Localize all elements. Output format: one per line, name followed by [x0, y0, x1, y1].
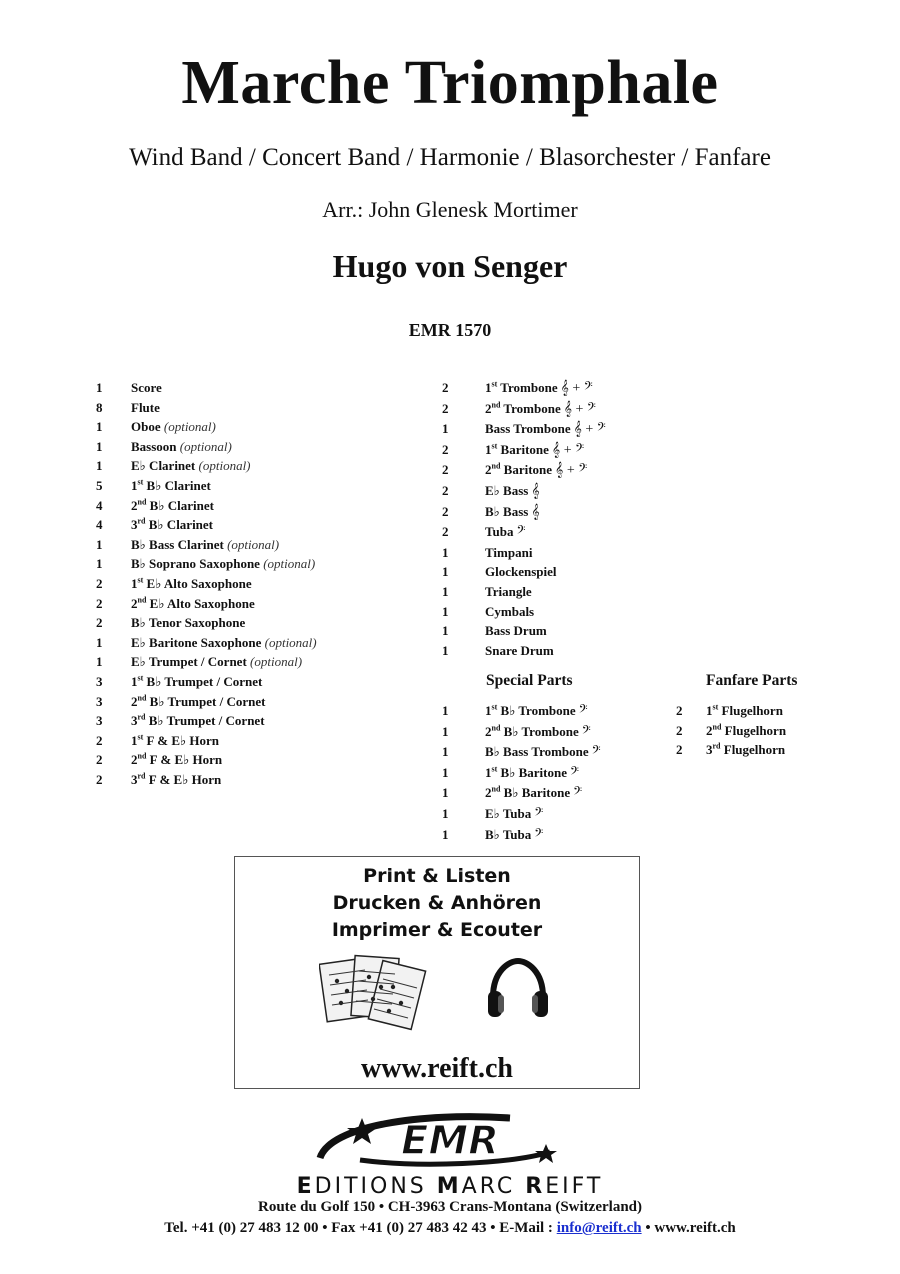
part-row [96, 437, 317, 457]
optional-note: (optional) [227, 536, 280, 552]
part-instrument: Cymbals [485, 603, 535, 619]
ensemble-subtitle: Wind Band / Concert Band / Harmonie / Blasorchester / Fanfare [129, 144, 771, 171]
part-quantity: 1 [96, 419, 103, 435]
part-instrument: B♭ Trombone [503, 723, 579, 739]
part-ordinal-suffix: nd [491, 723, 501, 733]
part-ordinal: 1 [485, 380, 492, 395]
part-instrument: B♭ Tenor Saxophone [131, 615, 246, 631]
part-quantity: 1 [442, 623, 449, 639]
part-row [676, 701, 786, 721]
publisher-part-3: EIFT [545, 1174, 604, 1199]
part-row [442, 419, 606, 440]
part-ordinal-suffix: st [137, 673, 144, 683]
part-ordinal-suffix: st [137, 575, 144, 585]
clef-icon: 𝄢 [569, 765, 579, 781]
clef-icon: 𝄞 [531, 483, 540, 499]
publisher-initial-e: E [296, 1174, 315, 1199]
part-instrument: B♭ Baritone [500, 764, 567, 780]
clef-icon: 𝄞 + 𝄢 [551, 442, 585, 458]
part-row [96, 456, 317, 476]
part-instrument: B♭ Clarinet [149, 497, 214, 513]
part-instrument: Flugelhorn [724, 722, 787, 738]
part-row [442, 481, 606, 502]
part-row [96, 378, 317, 398]
part-quantity: 1 [96, 654, 103, 670]
part-instrument: Trombone [503, 400, 561, 416]
part-instrument: Baritone [503, 462, 553, 478]
part-name [485, 722, 591, 743]
part-row [442, 522, 606, 543]
part-row [96, 692, 317, 712]
part-row [442, 701, 601, 722]
part-quantity: 1 [442, 826, 449, 842]
part-row [96, 633, 317, 653]
logo-text: EMR [401, 1118, 499, 1164]
part-quantity: 1 [442, 642, 449, 658]
optional-note: (optional) [198, 458, 251, 474]
part-quantity: 1 [96, 536, 103, 552]
part-quantity: 2 [676, 703, 683, 718]
part-instrument: B♭ Tuba [485, 826, 532, 842]
part-ordinal: 1 [131, 477, 138, 493]
special-parts-heading: Special Parts [486, 672, 573, 689]
part-name [485, 378, 593, 399]
publisher-part-2: ARC [461, 1174, 526, 1199]
part-row [442, 825, 601, 846]
part-quantity: 1 [442, 723, 449, 739]
part-instrument: Score [131, 380, 162, 395]
catalog-number: EMR 1570 [408, 320, 492, 340]
part-instrument: Bass Trombone [485, 421, 571, 437]
part-quantity: 2 [442, 400, 449, 416]
part-quantity: 2 [96, 771, 103, 787]
email-link[interactable]: info@reift.ch [556, 1220, 642, 1236]
clef-icon: 𝄢 [578, 704, 588, 719]
part-ordinal: 2 [131, 595, 138, 611]
part-row [96, 750, 317, 770]
part-name [485, 825, 543, 846]
part-instrument: E♭ Alto Saxophone [149, 595, 255, 611]
part-instrument: E♭ Alto Saxophone [146, 575, 252, 591]
part-name [485, 602, 534, 622]
part-ordinal: 2 [706, 722, 713, 738]
part-instrument: B♭ Soprano Saxophone [131, 556, 260, 572]
part-ordinal-suffix: st [491, 379, 498, 389]
part-instrument: E♭ Baritone Saxophone [131, 634, 262, 650]
part-row [442, 582, 606, 602]
part-name [131, 672, 262, 692]
part-row [442, 399, 606, 420]
part-name [485, 399, 596, 420]
part-name [131, 398, 160, 418]
part-name [706, 721, 786, 741]
part-ordinal-suffix: nd [137, 693, 147, 703]
part-row [442, 742, 601, 763]
part-quantity: 2 [96, 595, 103, 611]
contact-website: • www.reift.ch [641, 1220, 736, 1236]
part-quantity: 1 [442, 421, 449, 437]
promo-line-english: Print & Listen [363, 865, 511, 887]
part-quantity: 2 [676, 722, 683, 738]
part-row [96, 672, 317, 692]
part-instrument: E♭ Tuba [485, 805, 532, 821]
part-instrument: Trombone [500, 380, 558, 395]
part-name [131, 750, 222, 770]
clef-icon: 𝄞 + 𝄢 [555, 463, 588, 479]
website-url[interactable]: www.reift.ch [361, 1053, 513, 1084]
part-ordinal: 1 [131, 673, 138, 689]
part-quantity: 8 [96, 399, 103, 415]
optional-note: (optional) [179, 438, 232, 454]
part-name [131, 574, 252, 594]
part-name [131, 770, 221, 790]
publisher-part-1: DITIONS [314, 1174, 437, 1199]
part-ordinal-suffix: rd [712, 741, 721, 751]
part-quantity: 3 [96, 713, 103, 729]
part-row [442, 543, 606, 563]
part-row [442, 641, 606, 661]
score-title: Marche Triomphale [181, 49, 719, 117]
part-quantity: 2 [96, 575, 103, 591]
part-ordinal: 1 [706, 703, 713, 718]
print-listen-box [234, 856, 640, 1089]
part-name [485, 502, 540, 523]
part-name [131, 456, 251, 476]
part-ordinal: 2 [131, 497, 138, 513]
part-quantity: 2 [442, 503, 449, 519]
part-instrument: E♭ Trumpet / Cornet [131, 654, 247, 670]
part-ordinal-suffix: st [712, 702, 719, 712]
part-quantity: 1 [96, 380, 103, 395]
part-quantity: 2 [96, 615, 103, 631]
part-row [442, 621, 606, 641]
part-name [131, 476, 211, 496]
part-ordinal-suffix: nd [712, 722, 722, 732]
part-name [131, 437, 232, 457]
part-ordinal-suffix: nd [491, 400, 501, 410]
part-row [96, 594, 317, 614]
part-row [96, 574, 317, 594]
part-ordinal: 1 [485, 441, 492, 457]
part-ordinal: 2 [485, 785, 492, 801]
part-row [676, 721, 786, 741]
part-quantity: 2 [442, 441, 449, 457]
part-name [485, 783, 582, 804]
part-name [131, 496, 214, 516]
part-quantity: 1 [442, 764, 449, 780]
clef-icon: 𝄞 + 𝄢 [560, 381, 593, 396]
part-name [485, 804, 543, 825]
part-ordinal-suffix: nd [137, 497, 147, 507]
part-quantity: 2 [442, 524, 449, 540]
sheet-music-icon [319, 953, 429, 1033]
part-name [131, 554, 315, 574]
part-quantity: 1 [96, 438, 103, 454]
part-ordinal: 1 [131, 732, 138, 748]
clef-icon: 𝄞 [531, 504, 540, 520]
part-quantity: 2 [96, 732, 103, 748]
part-name [706, 701, 783, 721]
part-quantity: 1 [442, 703, 449, 718]
part-quantity: 1 [442, 744, 449, 760]
part-row [96, 398, 317, 418]
part-ordinal-suffix: st [491, 441, 498, 451]
part-ordinal-suffix: rd [137, 712, 146, 722]
composer-name: Hugo von Senger [332, 248, 568, 284]
publisher-address: Route du Golf 150 • CH-3963 Crans-Montana (Switzerland) [258, 1199, 642, 1215]
part-ordinal: 2 [485, 462, 492, 478]
part-row [96, 652, 317, 672]
part-row [442, 804, 601, 825]
clef-icon: 𝄞 + 𝄢 [573, 422, 606, 438]
part-quantity: 2 [676, 742, 683, 758]
part-ordinal-suffix: nd [137, 595, 147, 605]
part-name [485, 543, 532, 563]
part-ordinal: 1 [131, 575, 138, 591]
part-row [96, 554, 317, 574]
part-name [131, 652, 302, 672]
part-name [485, 440, 584, 461]
part-ordinal-suffix: nd [491, 785, 501, 795]
part-quantity: 2 [442, 462, 449, 478]
part-ordinal: 3 [131, 771, 138, 787]
part-quantity: 1 [442, 805, 449, 821]
part-quantity: 5 [96, 477, 103, 493]
part-quantity: 4 [96, 497, 103, 513]
optional-note: (optional) [264, 634, 317, 650]
part-instrument: B♭ Trumpet / Cornet [149, 693, 266, 709]
part-ordinal: 3 [131, 517, 138, 533]
part-ordinal: 3 [706, 742, 713, 758]
clef-icon: 𝄞 + 𝄢 [563, 401, 596, 417]
part-ordinal-suffix: st [491, 764, 498, 774]
part-instrument: Baritone [500, 441, 549, 457]
emr-logo [300, 1108, 600, 1172]
part-instrument: B♭ Clarinet [148, 517, 214, 533]
part-instrument: Snare Drum [485, 642, 554, 658]
part-ordinal-suffix: nd [137, 751, 147, 761]
part-name [131, 594, 255, 614]
part-ordinal: 2 [485, 723, 492, 739]
publisher-name [0, 1174, 900, 1199]
part-ordinal: 2 [131, 752, 138, 768]
part-quantity: 3 [96, 693, 103, 709]
part-name [485, 763, 579, 784]
clef-icon: 𝄢 [534, 806, 544, 822]
part-name [131, 633, 317, 653]
part-row [96, 496, 317, 516]
part-name [131, 711, 265, 731]
part-name [131, 613, 245, 633]
arranger-credit: Arr.: John Glenesk Mortimer [322, 197, 578, 222]
part-quantity: 3 [96, 673, 103, 689]
clef-icon: 𝄢 [573, 786, 583, 802]
part-instrument: B♭ Clarinet [146, 477, 211, 493]
part-instrument: Timpani [485, 544, 533, 560]
part-row [96, 770, 317, 790]
publisher-initial-m: M [436, 1174, 462, 1199]
part-row [96, 476, 317, 496]
clef-icon: 𝄢 [534, 827, 544, 843]
part-ordinal: 2 [131, 693, 138, 709]
parts-list-right [442, 378, 606, 660]
part-instrument: F & E♭ Horn [149, 752, 223, 768]
part-row [96, 417, 317, 437]
part-quantity: 1 [96, 634, 103, 650]
fanfare-parts-heading: Fanfare Parts [706, 672, 798, 689]
clef-icon: 𝄢 [581, 724, 591, 740]
part-quantity: 1 [96, 556, 103, 572]
part-ordinal: 2 [485, 400, 492, 416]
part-row [96, 731, 317, 751]
part-instrument: Flute [131, 399, 160, 415]
clef-icon: 𝄢 [516, 525, 526, 541]
part-quantity: 1 [96, 458, 103, 474]
special-parts-list [442, 701, 601, 845]
part-instrument: Glockenspiel [485, 564, 557, 580]
part-name [485, 582, 532, 602]
publisher-contact [0, 1220, 900, 1237]
part-instrument: E♭ Bass [485, 482, 529, 498]
part-ordinal: 3 [131, 713, 138, 729]
part-row [442, 763, 601, 784]
part-row [96, 711, 317, 731]
publisher-initial-r: R [525, 1174, 546, 1199]
part-quantity: 1 [442, 603, 449, 619]
part-name [485, 562, 557, 582]
part-instrument: B♭ Trombone [500, 703, 576, 718]
optional-note: (optional) [250, 654, 303, 670]
part-row [96, 613, 317, 633]
part-row [676, 740, 786, 760]
part-name [131, 378, 162, 398]
part-instrument: B♭ Bass Clarinet [131, 536, 224, 552]
part-row [442, 460, 606, 481]
part-row [442, 502, 606, 523]
headphones-icon [485, 955, 551, 1025]
part-instrument: Oboe [131, 419, 161, 435]
part-instrument: B♭ Bass Trombone [485, 744, 589, 760]
part-row [442, 722, 601, 743]
part-instrument: Bass Drum [485, 623, 547, 639]
part-name [131, 731, 219, 751]
part-ordinal-suffix: st [491, 702, 498, 712]
part-quantity: 1 [442, 564, 449, 580]
part-instrument: B♭ Baritone [503, 785, 571, 801]
part-name [131, 692, 265, 712]
part-instrument: B♭ Trumpet / Cornet [148, 713, 265, 729]
fanfare-parts-list [676, 701, 786, 760]
part-quantity: 4 [96, 517, 103, 533]
part-name [706, 740, 785, 760]
part-name [131, 417, 216, 437]
part-name [485, 419, 606, 440]
part-row [96, 535, 317, 555]
part-instrument: F & E♭ Horn [146, 732, 219, 748]
part-quantity: 1 [442, 785, 449, 801]
promo-line-german: Drucken & Anhören [332, 892, 542, 914]
optional-note: (optional) [263, 556, 316, 572]
part-instrument: B♭ Bass [485, 503, 529, 519]
part-quantity: 2 [96, 752, 103, 768]
part-instrument: Flugelhorn [721, 703, 783, 718]
part-name [485, 641, 554, 661]
part-instrument: E♭ Clarinet [131, 458, 196, 474]
part-instrument: Bassoon [131, 438, 177, 454]
contact-phone-fax: Tel. +41 (0) 27 483 12 00 • Fax +41 (0) 27 483 42 43 • E-Mail : [164, 1220, 557, 1236]
part-row [442, 562, 606, 582]
optional-note: (optional) [163, 419, 216, 435]
part-ordinal: 1 [485, 703, 492, 718]
part-quantity: 2 [442, 482, 449, 498]
part-name [485, 522, 525, 543]
part-name [485, 621, 547, 641]
part-quantity: 1 [442, 583, 449, 599]
part-name [485, 481, 540, 502]
part-quantity: 2 [442, 380, 449, 395]
part-quantity: 1 [442, 544, 449, 560]
part-instrument: B♭ Trumpet / Cornet [146, 673, 263, 689]
part-name [131, 515, 213, 535]
part-ordinal-suffix: rd [137, 516, 146, 526]
part-name [485, 742, 601, 763]
part-ordinal-suffix: nd [491, 462, 501, 472]
part-instrument: Triangle [485, 583, 532, 599]
part-row [96, 515, 317, 535]
part-name [131, 535, 279, 555]
part-instrument: Flugelhorn [723, 742, 786, 758]
promo-line-french: Imprimer & Ecouter [331, 919, 543, 941]
part-ordinal-suffix: st [137, 732, 144, 742]
parts-list-left [96, 378, 317, 789]
part-name [485, 460, 587, 481]
part-instrument: F & E♭ Horn [148, 771, 222, 787]
part-ordinal: 1 [485, 764, 492, 780]
clef-icon: 𝄢 [591, 745, 601, 761]
part-ordinal-suffix: rd [137, 771, 146, 781]
part-row [442, 602, 606, 622]
part-name [485, 701, 588, 722]
part-instrument: Tuba [485, 524, 514, 540]
part-row [442, 783, 601, 804]
part-ordinal-suffix: st [137, 477, 144, 487]
part-row [442, 440, 606, 461]
part-row [442, 378, 606, 399]
